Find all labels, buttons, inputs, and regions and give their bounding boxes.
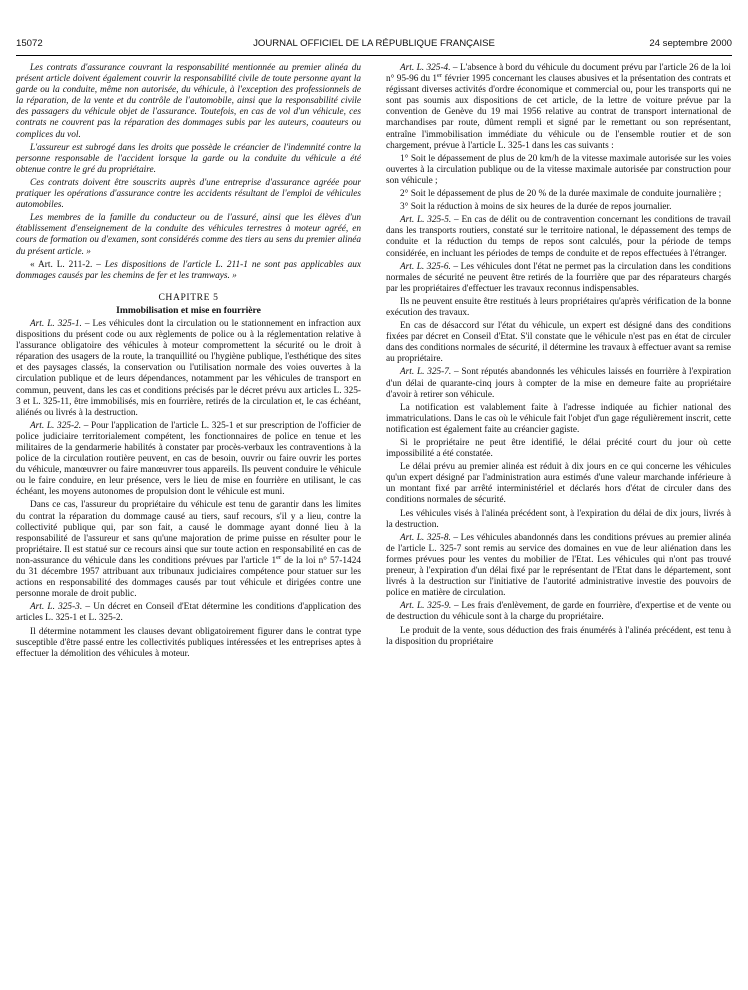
article-325-1 <box>16 319 361 419</box>
paragraph: Ces contrats doivent être souscrits auprès d'une entreprise d'assurance agréée pour pratiquer les opérations d'assurance contre les accidents résultant de l'emploi de véhicules automobiles. <box>16 177 361 211</box>
article-text: février 1995 concernant les clauses abusives et la présentation des contrats et régissant diverses activités d'ordre économique et commercial ou, pour les transports qui ne sont pas soumis aux dispositions de cet article, de la lettre de voiture prévue par la convention de Genève du 19 mai 1956 relative au contrat de transport international de marchandises par route, dûment rempli et signé par le remettant ou son représentant, entraîne l'immobilisation immédiate du véhicule ou de l'ensemble routier et de son chargement, prévue à l'article L. 325-1 dans les cas suivants : <box>386 74 731 151</box>
paragraph: Les contrats d'assurance couvrant la responsabilité mentionnée au premier alinéa du présent article doivent également couvrir la responsabilité civile de toute personne ayant la garde ou la conduite, même non autorisée, du véhicule, à l'exception des professionnels de la réparation, de la vente et du contrôle de l'automobile, ainsi que la responsabilité civile des passagers du véhicule objet de l'assurance. Toutefois, en cas de vol d'un véhicule, ces contrats ne couvrent pas la réparation des dommages subis par les auteurs, coauteurs ou complices du vol. <box>16 63 361 140</box>
article-number: Art. L. 325-4. <box>400 63 451 73</box>
article-text: – Les dispositions de l'article L. 211-1 ne sont pas applicables aux dommages causés par les chemins de fer et les tramways. » <box>16 259 361 281</box>
article-number: Art. L. 325-9. <box>400 601 452 612</box>
article-text: – Les véhicules abandonnés dans les conditions prévues au premier alinéa de l'article L. 325-7 sont remis au service des domaines en vue de leur aliénation dans les formes prévues pour les ventes du mobilier de l'Etat. Les véhicules qui n'ont pas trouvé preneur, à l'expiration d'un délai fixé par le représentant de l'Etat dans le département, sont livrés à la destruction sur l'initiative de l'autorité administrative investie des pouvoirs de police en matière de circulation. <box>386 532 731 599</box>
paragraph: L'assureur est subrogé dans les droits que possède le créancier de l'indemnité contre la personne responsable de l'accident lorsque la garde ou la conduite du véhicule a été obtenue contre le gré du propriétaire. <box>16 142 361 175</box>
list-item: 3° Soit la réduction à moins de six heures de la durée de repos journalier. <box>400 202 672 213</box>
paragraph: En cas de désaccord sur l'état du véhicule, un expert est désigné dans des conditions fixées par décret en Conseil d'Etat. S'il constate que le véhicule n'est pas en état de circuler dans des conditions normales de sécurité, il détermine les travaux à effectuer avant sa remise au propriétaire. <box>386 321 731 365</box>
article-text: – Sont réputés abandonnés les véhicules laissés en fourrière à l'expiration d'un délai de quarante-cinq jours à compter de la mise en demeure faite au propriétaire d'avoir à retirer son véhicule. <box>386 367 731 400</box>
article-325-6 <box>386 262 731 295</box>
article-number: Art. L. 325-1. <box>30 318 82 329</box>
article-number: « Art. L. 211-2. <box>30 259 93 270</box>
paragraph: La notification est valablement faite à l'adresse indiquée au fichier national des immatriculations. Dans le cas où le véhicule fait l'objet d'un gage régulièrement inscrit, cette notification est également faite au créancier gagiste. <box>386 402 731 435</box>
article-text: – L'absence à bord du véhicule du document prévu par l'article 26 de la loi n° 95-96 du 1 <box>386 63 731 85</box>
page-number: 15072 <box>16 38 43 49</box>
paragraph: Le délai prévu au premier alinéa est réduit à dix jours en ce qui concerne les véhicules qu'un expert désigné par l'administration aura estimés d'une valeur marchande inférieure à un montant fixé par arrêté interministériel et déclarés hors d'état de circuler dans des conditions normales de sécurité. <box>386 462 731 506</box>
article-325-3 <box>16 602 361 624</box>
article-number: Art. L. 325-8. <box>400 532 451 543</box>
chapter-heading: CHAPITRE 5 <box>158 291 219 303</box>
superscript: er <box>437 72 443 79</box>
article-text: – Les véhicules dont l'état ne permet pas la circulation dans les conditions normales de sécurité ne peuvent être retirés de la fourrière que par des réparateurs chargés par les propriétaires d'effectuer les travaux reconnus indispensables. <box>386 261 731 294</box>
list-item: 2° Soit le dépassement de plus de 20 % de la durée maximale de conduite journalière ; <box>400 189 722 200</box>
header-rule <box>16 55 732 56</box>
article-number: Art. L. 325-5. <box>400 215 452 226</box>
article-text: – Les véhicules dont la circulation ou le stationnement en infraction aux dispositions du présent code ou aux règlements de police ou à la réglementation relative à l'assurance obligatoire des véhicules à moteur compromettent la sécurité ou le droit à réparation des usagers de la route, la tranquillité ou l'hygiène publique, l'esthétique des sites et des paysages classés, la conservation ou l'utilisation normale des voies ouvertes à la circulation publique et de leurs dépendances, notamment par les véhicules de transport en commun, peuvent, dans les cas et conditions précisés par le décret prévu aux articles L. 325-3 et L. 325-11, être immobilisés, mis en fourrière, retirés de la circulation et, le cas échéant, aliénés ou livrés à la destruction. <box>16 318 361 418</box>
superscript: er <box>276 553 282 561</box>
paragraph: Les membres de la famille du conducteur ou de l'assuré, ainsi que les élèves d'un établissement d'enseignement de la conduite des véhicules terrestres à moteur agréé, en cours de formation ou d'examen, sont considérés comme des tiers au sens du premier alinéa du présent article. » <box>16 213 361 257</box>
article-325-5 <box>386 215 731 259</box>
paragraph: Ils ne peuvent ensuite être restitués à leurs propriétaires qu'après vérification de la bonne exécution des travaux. <box>386 296 731 318</box>
publication-date: 24 septembre 2000 <box>649 38 732 49</box>
journal-title: JOURNAL OFFICIEL DE LA RÉPUBLIQUE FRANÇAISE <box>253 38 495 49</box>
article-text: – En cas de délit ou de contravention concernant les conditions de travail dans les transports routiers, constaté sur le territoire national, le dépassement des temps de conduite et la réduction du temps de repos sont calculés, pour la période de temps considérée, en incluant les périodes de temps de conduite et de repos effectuées à l'étranger. <box>386 215 731 259</box>
paragraph-text: Dans ce cas, l'assureur du propriétaire du véhicule est tenu de garantir dans les limites du contrat la réparation du dommage causé au tiers, sauf recours, s'il y a lieu, contre la collectivité publique qui, par son fait, a causé le dommage ayant donné lieu à la responsabilité de l'assureur et sans qu'une majoration de prime puisse en résulter pour le propriétaire. Il est statué sur ce recours ainsi que sur toute action en responsabilité en cas de non-assurance du véhicule dans les conditions prévues par l'article 1 <box>16 500 361 566</box>
list-item: 1° Soit le dépassement de plus de 20 km/h de la vitesse maximale autorisée sur les voies ouvertes à la circulation publique ou de la vitesse maximale autorisée par construction pour son véhicule ; <box>386 153 731 186</box>
article-211-2 <box>16 260 361 282</box>
right-column <box>386 63 731 978</box>
left-column <box>16 63 361 978</box>
paragraph <box>16 500 361 600</box>
paragraph: Les véhicules visés à l'alinéa précédent sont, à l'expiration du délai de dix jours, livrés à la destruction. <box>386 508 731 530</box>
article-number: Art. L. 325-2. <box>30 420 82 431</box>
article-325-4 <box>386 63 731 152</box>
article-number: Art. L. 325-6. <box>400 261 451 272</box>
paragraph: Le produit de la vente, sous déduction des frais énumérés à l'alinéa précédent, est tenu à la disposition du propriétaire <box>386 625 731 647</box>
page-header <box>16 36 732 52</box>
section-title: Immobilisation et mise en fourrière <box>116 304 261 316</box>
article-number: Art. L. 325-3. <box>30 602 83 613</box>
article-number: Art. L. 325-7. <box>400 367 452 378</box>
article-325-8 <box>386 533 731 600</box>
article-text: – Les frais d'enlèvement, de garde en fourrière, d'expertise et de vente ou de destruction du véhicule sont à la charge du propriétaire. <box>386 601 731 623</box>
article-text: – Un décret en Conseil d'Etat détermine les conditions d'application des articles L. 325-1 et L. 325-2. <box>16 602 361 624</box>
article-325-9 <box>386 601 731 623</box>
paragraph: Il détermine notamment les clauses devant obligatoirement figurer dans le contrat type susceptible d'être passé entre les collectivités publiques intéressées et les entreprises aptes à effectuer la démolition des véhicules à moteur. <box>16 626 361 659</box>
article-325-2 <box>16 421 361 499</box>
article-325-7 <box>386 367 731 400</box>
article-text: – Pour l'application de l'article L. 325-1 et sur prescription de l'officier de police judiciaire territorialement compétent, les fonctionnaires de police en tenue et les militaires de la gendarmerie habilités à constater par procès-verbaux les contraventions à la police de la circulation routière peuvent, en cas de besoin, ouvrir ou faire ouvrir les portes du véhicule, manœuvrer ou faire manœuvrer tous appareils. Ils peuvent conduire le véhicule ou le faire conduire, en leur présence, vers le lieu de mise en fourrière en utilisant, le cas échéant, les moyens autonomes de propulsion dont le véhicule est muni. <box>16 420 361 498</box>
paragraph-text: de la loi n° 57-1424 du 31 décembre 1957 attribuant aux tribunaux judiciaires compétence pour statuer sur les actions en responsabilité des dommages causés par tout véhicule et dirigées contre une personne morale de droit public. <box>16 555 361 600</box>
paragraph: Si le propriétaire ne peut être identifié, le délai précité court du jour où cette impossibilité a été constatée. <box>386 438 731 460</box>
